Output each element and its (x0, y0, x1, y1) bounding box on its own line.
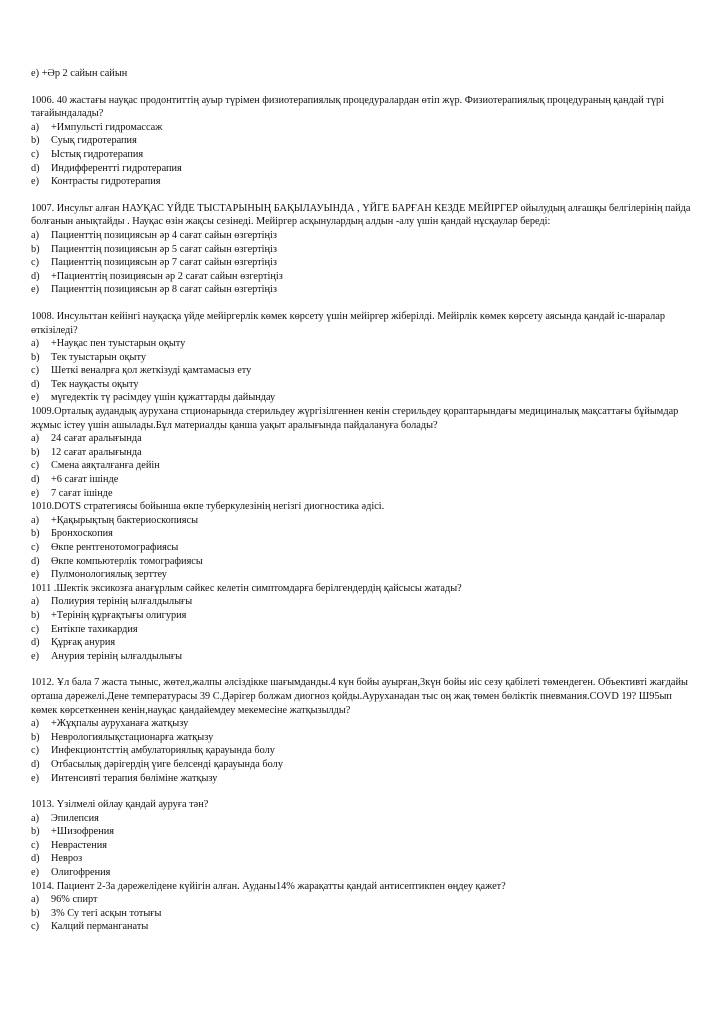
option: c) Ентікпе тахикардия (31, 623, 138, 635)
option: a) 96% спирт (31, 894, 98, 906)
question-1007 (31, 202, 695, 297)
option: c) Калций перманганаты (31, 921, 149, 933)
question-text: 1010.DOTS стратегиясы бойынша өкпе туберкулезінің негізгі диогностика әдісі. (31, 501, 385, 513)
option: b) +Шизофрения (31, 826, 115, 838)
option: e) Контрасты гидротерапия (31, 176, 161, 188)
question-text: 1006. 40 жастағы науқас продонтиттің ауыр түрімен физиотерапиялық процедуралардан өтіп жүр. Физиотерапиялық процедураның қандай түрі тағайындалады? (31, 94, 665, 120)
question-1008 (31, 310, 695, 405)
question-1012 (31, 676, 695, 785)
option: b) Суық гидротерапия (31, 135, 137, 147)
option: b) +Терінің құрғақтығы олигурия (31, 609, 187, 621)
option: d) +Пациенттің позициясын әр 2 сағат сайын өзгертіңіз (31, 270, 283, 282)
question-1014 (31, 880, 695, 934)
option: b) Бронхоскопия (31, 528, 113, 540)
question-text: 1011 .Шектік эксикозға анағұрлым сәйкес келетін симптомдарға берілгендердің қайсысы жатады? (31, 582, 462, 594)
option: b) Тек туыстарын оқыту (31, 351, 146, 363)
option: c) Пациенттің позициясын әр 7 сағат сайын өзгертіңіз (31, 257, 277, 269)
option: c) Шеткі веналрға қол жеткізуді қамтамасыз ету (31, 365, 252, 377)
option: b) 3% Су тегі асқын тотығы (31, 907, 162, 919)
option: d) Құрғақ анурия (31, 637, 116, 649)
option: c) Ыстық гидротерапия (31, 148, 144, 160)
option: b) Неврологиялықстационарға жатқызу (31, 731, 214, 743)
option: a) Пациенттің позициясын әр 4 сағат сайын өзгертіңіз (31, 229, 277, 241)
option: a) 24 сағат аралығында (31, 433, 142, 445)
option: c) Өкпе рентгенотомографиясы (31, 542, 179, 553)
document-body (31, 67, 695, 934)
option: d) +6 сағат ішінде (31, 474, 119, 486)
option: e) Олигофрения (31, 867, 111, 879)
option: b) Пациенттің позициясын әр 5 сағат сайын өзгертіңіз (31, 243, 277, 255)
question-1009 (31, 405, 695, 500)
option: d) Тек науқасты оқыту (31, 378, 139, 390)
question-text: 1007. Инсульт алған НАУҚАС ҮЙДЕ ТЫСТАРЫНЫҢ БАҚЫЛАУЫНДА , ҮЙГЕ БАРҒАН КЕЗДЕ МЕЙІРГЕР ойылудың алғашқы белгілерінің пайда болғанын анықтайды . Науқас өзін жақсы сезінеді. Мейіргер асқынулардың алдын -алу үшін қандай нұсқаулар береді: (31, 202, 691, 228)
option: d) Индифферентті гидротерапия (31, 162, 182, 174)
option: d) Отбасылық дәрігердің үиге белсенді қарауында болу (31, 758, 283, 770)
option: a) +Жұқпалы ауруханаға жатқызу (31, 718, 189, 730)
option: a) +Импульсті гидромассаж (31, 121, 163, 133)
option: e) Пациенттің позициясын әр 8 сағат сайын өзгертіңіз (31, 284, 277, 296)
option: e) Анурия терінің ылғалдылығы (31, 650, 183, 662)
question-1011 (31, 582, 695, 664)
question-1006 (31, 94, 695, 189)
answer-line: e) +Әр 2 сайын сайын (31, 68, 128, 79)
option: c) Смена аяқталғанға дейін (31, 460, 160, 472)
question-text: 1008. Инсульттан кейінгі науқасқа үйде мейіргерлік көмек көрсету үшін мейіргер жіберілді. Мейірлік көмек көрсету аясында қандай іс-шаралар өткізіледі? (31, 310, 666, 336)
option: b) 12 сағат аралығында (31, 446, 142, 458)
option: d) Өкпе компьютерлік томографиясы (31, 555, 203, 567)
option: a) Полиурия терінің ылғалдылығы (31, 596, 193, 608)
option: e) Пулмонологиялық зерттеу (31, 569, 167, 581)
question-text: 1013. Үзілмелі ойлау қандай ауруға тән? (31, 799, 209, 811)
option: a) +Қақырықтың бактериоскопиясы (31, 514, 198, 526)
option: a) Эпилепсия (31, 812, 99, 824)
option: e) мүгедектік тү рәсімдеу үшін құжаттарды дайындау (31, 392, 276, 404)
option: c) Инфекционтсттің амбулаториялық қарауында болу (31, 745, 275, 757)
question-text: 1009.Орталық аудандық ауруханa стционарында стерильдеу жүргізілгеннен кенін стерильдеу қораптарындағы медициналық мақсаттағы бұйымдар жұмыс істеу үшін ашылады.Бұл материалды қанша уақыт аралығында пайдалануға болады? (31, 406, 679, 431)
question-text: 1014. Пациент 2-3a дәрежелідене күйігін алған. Ауданы14% жарақатты қандай антисептикпен өңдеу қажет? (31, 880, 506, 892)
option: a) +Науқас пен туыстарын оқыту (31, 338, 186, 350)
question-1010 (31, 500, 695, 582)
option: c) Неврастения (31, 839, 107, 851)
option: e) 7 сағат ішінде (31, 487, 113, 499)
option: e) Интенсивті терапия бөліміне жатқызу (31, 772, 218, 784)
option: d) Невроз (31, 853, 83, 865)
question-text: 1012. Ұл бала 7 жаста тыныс, жөтел,жалпы әлсіздікке шағымданды.4 күн бойы ауырған,3күн бойы иіс сезу қабілеті төмендеген. Объективті жағдайы орташа дәрежелі.Дене температурасы 39 С.Дәрігер болжам диогноз қойды.Ауруханадан тыс оң жақ төмен бөліктік пневмания.COVD 19? Ш95ып көмек көрсеткеннен кенін,науқас қандайемдеу мекемесіне жатқызылды? (31, 677, 688, 716)
question-1013 (31, 798, 695, 880)
